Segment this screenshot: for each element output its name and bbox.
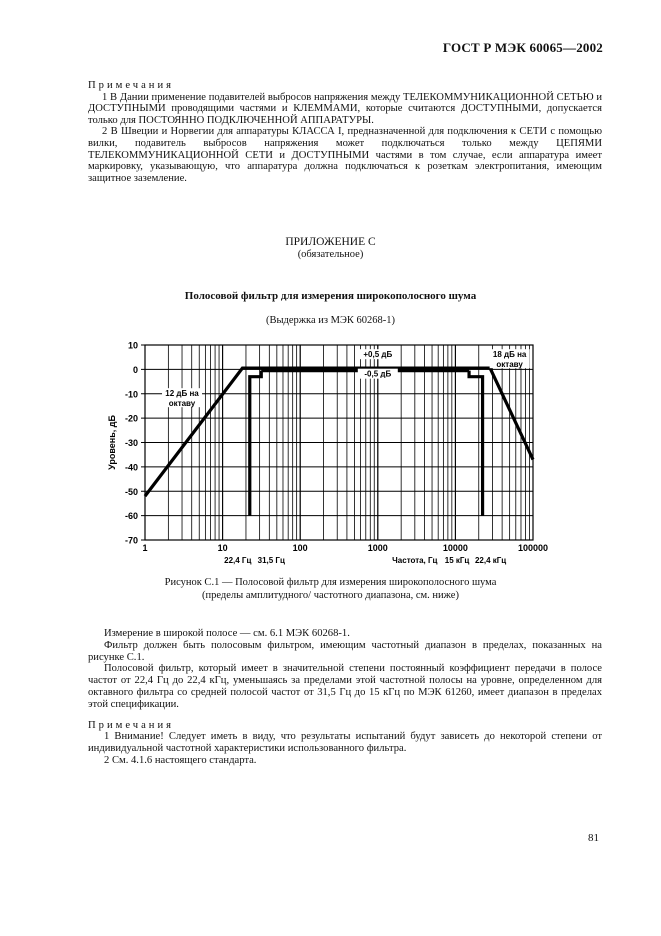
- figure-caption: Рисунок С.1 — Полосовой фильтр для измерения широкополосного шума: [164, 577, 497, 588]
- y-tick-label: -30: [124, 438, 138, 448]
- annotation-label: 12 дБ на: [165, 389, 199, 399]
- x-marker-label: 31,5 Гц: [257, 556, 285, 565]
- notes-heading: Примечания: [88, 80, 174, 91]
- notes-heading: Примечания: [88, 719, 174, 731]
- y-tick-label: -50: [124, 486, 138, 497]
- bandpass-filter-chart: [90, 335, 560, 570]
- note-item: 2 См. 4.1.6 настоящего стандарта.: [104, 754, 257, 766]
- figure-caption-2: (пределы амплитудного/ частотного диапазона, см. ниже): [202, 590, 459, 601]
- x-axis-label: Частота, Гц: [392, 556, 438, 565]
- y-tick-label: -40: [124, 462, 138, 473]
- x-marker-label: 22,4 Гц: [224, 556, 252, 565]
- figure-title: Полосовой фильтр для измерения широкополосного шума: [184, 290, 477, 302]
- y-tick-label: -70: [124, 535, 138, 546]
- paragraph: Полосовой фильтр, который имеет в значительной степени постоянный коэффициент передачи в полосе частот от 22,4 Гц до 22,4 кГц, уменьшаясь за пределами этой частотной полосы на уровне, определенном для октавного фильтра со средней полосой частот от 31,5 Гц до 15 кГц по МЭК 61260, имеет диапазон в пределах этой спецификации.: [88, 663, 602, 710]
- y-tick-label: 10: [127, 340, 138, 351]
- series-line-right-inner: [469, 371, 483, 516]
- x-tick-label: 1: [142, 543, 148, 553]
- y-tick-label: -10: [124, 389, 138, 400]
- page-number: 81: [588, 832, 599, 844]
- annotation-label: октаву: [496, 359, 523, 369]
- y-tick-label: -20: [124, 413, 138, 424]
- chart-series: [145, 368, 533, 515]
- paragraph: Измерение в широкой полосе — см. 6.1 МЭК 60268-1.: [104, 628, 350, 639]
- x-marker-label: 15 кГц: [444, 556, 470, 565]
- annotation-label: октаву: [168, 398, 196, 408]
- top-notes: [88, 80, 602, 184]
- body-text: [88, 628, 602, 767]
- y-tick-label: -60: [124, 511, 138, 522]
- chart-grid: [145, 345, 533, 540]
- annotation-label: +0,5 дБ: [363, 350, 393, 360]
- annotation-label: 18 дБ на: [492, 350, 527, 360]
- note-item: 1 Внимание! Следует иметь в виду, что результаты испытаний будут зависеть до некоторой степени от индивидуальной частотной характеристики использованного фильтра.: [88, 731, 602, 755]
- y-tick-label: 0: [132, 364, 138, 375]
- note-item: 2 В Швеции и Норвегии для аппаратуры КЛАССА I, предназначенной для подключения к СЕТИ с помощью вилки, подавитель выбросов напряжения может подключаться только между ЦЕПЯМИ ТЕЛЕКОММУНИКАЦИОННОЙ СЕТИ и ДОСТУПНЫМИ частями в том случае, если аппаратура имеет маркировку, указывающую, что аппаратура должна подключаться к розеткам электропитания, имеющим защитное заземление.: [88, 126, 602, 184]
- x-marker-label: 22,4 кГц: [474, 556, 507, 565]
- y-axis-label: Уровень, дБ: [107, 415, 117, 470]
- x-tick-label: 10: [217, 543, 228, 553]
- x-tick-label: 1000: [367, 543, 388, 553]
- appendix-subtitle: (обязательное): [297, 249, 364, 260]
- appendix-title: ПРИЛОЖЕНИЕ С: [285, 236, 376, 248]
- annotation-label: -0,5 дБ: [364, 369, 392, 379]
- x-tick-label: 10000: [442, 543, 468, 553]
- paragraph: Фильтр должен быть полосовым фильтром, имеющим частотный диапазон в пределах, показанных на рисунке С.1.: [88, 639, 602, 663]
- page-header: ГОСТ Р МЭК 60065—2002: [442, 40, 603, 55]
- x-tick-label: 100: [292, 543, 308, 553]
- x-tick-label: 100000: [517, 543, 549, 553]
- series-line-outer: [145, 368, 533, 496]
- figure-source: (Выдержка из МЭК 60268-1): [265, 315, 396, 326]
- note-item: 1 В Дании применение подавителей выбросов напряжения между ТЕЛЕКОММУНИКАЦИОННОЙ СЕТЬЮ и ДОСТУПНЫМИ проводящими частями и КЛЕММАМИ, которые считаются ДОСТУПНЫМИ, допускается только для ПОСТОЯННО ПОДКЛЮЧЕННОЙ АППАРАТУРЫ.: [88, 91, 602, 126]
